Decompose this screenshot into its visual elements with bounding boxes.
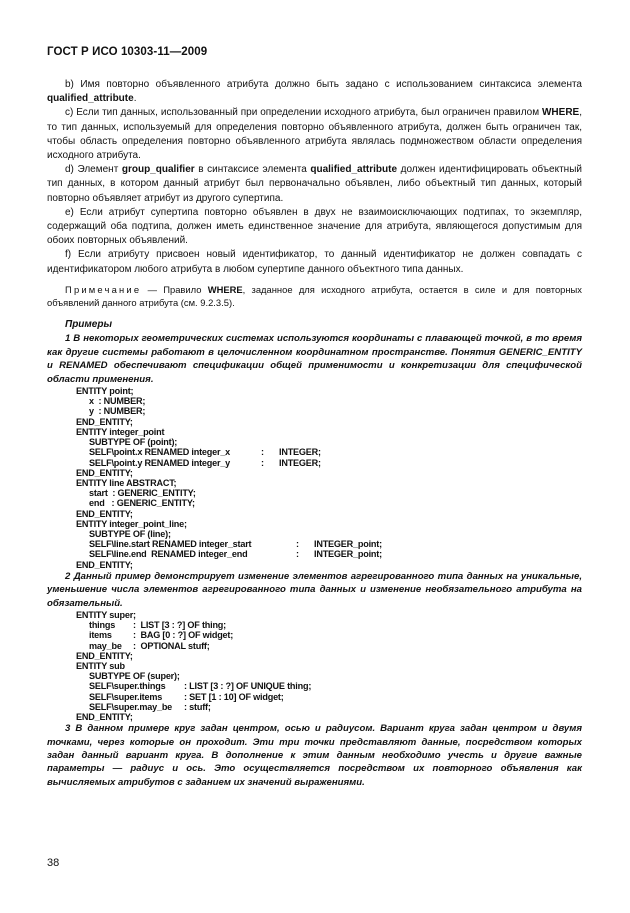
code-line: ENTITY line ABSTRACT; <box>76 477 177 488</box>
code-line: ENTITY integer_point <box>76 426 165 437</box>
paragraph-e: e) Если атрибут супертипа повторно объявлен в двух не взаимоисключающих подтипах, то экземпляр, содержащий оба подтипа, должен иметь единственное значение для атрибута, являющегося допустимым для обоих повторных объявлений. <box>47 206 582 247</box>
code-line: SELF\point.y RENAMED integer_y : INTEGER; <box>89 457 321 468</box>
code-line: ENTITY point; <box>76 386 134 397</box>
code-line: items : BAG [0 : ?] OF widget; <box>89 630 234 641</box>
code-line: ENTITY integer_point_line; <box>76 518 187 529</box>
code-line: SELF\point.x RENAMED integer_x : INTEGER; <box>89 447 321 458</box>
code-line: END_ENTITY; <box>76 711 133 722</box>
code-line: may_be : OPTIONAL stuff; <box>89 640 210 651</box>
code-line: start : GENERIC_ENTITY; <box>89 488 196 499</box>
document-header: ГОСТ Р ИСО 10303-11—2009 <box>47 46 208 58</box>
note-label: Примечание <box>65 283 142 295</box>
code-line: SELF\super.things : LIST [3 : ?] OF UNIQUE thing; <box>89 681 312 692</box>
code-line: SUBTYPE OF (point); <box>89 437 178 448</box>
code-line: SELF\line.start RENAMED integer_start : INTEGER_point; <box>89 539 382 550</box>
code-line: END_ENTITY; <box>76 467 133 478</box>
code-line: END_ENTITY; <box>76 508 133 519</box>
code-line: x : NUMBER; <box>89 396 146 407</box>
code-line: SELF\super.items : SET [1 : 10] OF widget; <box>89 691 284 702</box>
code-line: end : GENERIC_ENTITY; <box>89 498 195 509</box>
code-line: SELF\super.may_be : stuff; <box>89 701 211 712</box>
example-3-intro: 3 В данном примере круг задан центром, осью и радиусом. Вариант круга задан центром и двумя точками, через которые он проходит. Эти три точки представляют данные, посредством которых задан данный вариант круга. В дополнение к этим данным необходимо учесть и другие важные параметры — радиус и ось. Это осуществляется посредством их повторного объявления как вычисляемых атрибутов с заданием их значений выражениями. <box>47 723 582 788</box>
code-line: END_ENTITY; <box>76 650 133 661</box>
code-line: ENTITY super; <box>76 609 136 620</box>
paragraph-c: c) Если тип данных, использованный при определении исходного атрибута, был ограничен правилом WHERE, то тип данных, используемый для определения повторно объявленного атрибута, должен быть ограничен так, чтобы область определения повторно объявленного атрибута являлась подмножеством области определения исходного атрибута. <box>47 107 582 162</box>
code-line: SUBTYPE OF (super); <box>89 671 180 682</box>
code-line: things : LIST [3 : ?] OF thing; <box>89 620 226 631</box>
document-body <box>47 78 582 789</box>
code-line: END_ENTITY; <box>76 416 133 427</box>
code-line: SELF\line.end RENAMED integer_end : INTEGER_point; <box>89 549 382 560</box>
code-line: ENTITY sub <box>76 660 125 671</box>
code-line: SUBTYPE OF (line); <box>89 528 171 539</box>
paragraph-b: b) Имя повторно объявленного атрибута должно быть задано с использованием синтаксиса элемента qualified_attribute. <box>47 79 582 105</box>
page-number: 38 <box>47 857 60 869</box>
code-line: END_ENTITY; <box>76 559 133 570</box>
paragraph-f: f) Если атрибуту присвоен новый идентификатор, то данный идентификатор не должен совпадать с идентификатором любого атрибута в любом супертипе данного объектного типа данных. <box>47 249 582 275</box>
code-line: y : NUMBER; <box>89 406 146 417</box>
example-1-intro: 1 В некоторых геометрических системах используются координаты с плавающей точкой, в то время как другие системы работают в целочисленном координатном пространстве. Понятия GENERIC_ENTITY и RENAMED обеспечивают спецификации общей применимости и конкретизации для специфической области применения. <box>47 333 582 385</box>
example-2-intro: 2 Данный пример демонстрирует изменение элементов агрегированного типа данных на уникальные, уменьшение числа элементов агрегированного типа данных и изменение необязательного атрибута на обязательный. <box>47 570 582 609</box>
paragraph-d: d) Элемент group_qualifier в синтаксисе элемента qualified_attribute должен идентифицировать объектный тип данных, в котором данный атрибут был первоначально объявлен, либо объектный тип данных, который повторно объявляет атрибут из другого супертипа. <box>47 164 582 204</box>
examples-title: Примеры <box>65 319 113 331</box>
note: Примечание — Правило WHERE, заданное для исходного атрибута, остается в силе и для повторных объявлений данного атрибута (см. 9.2.3.5). <box>47 283 582 309</box>
